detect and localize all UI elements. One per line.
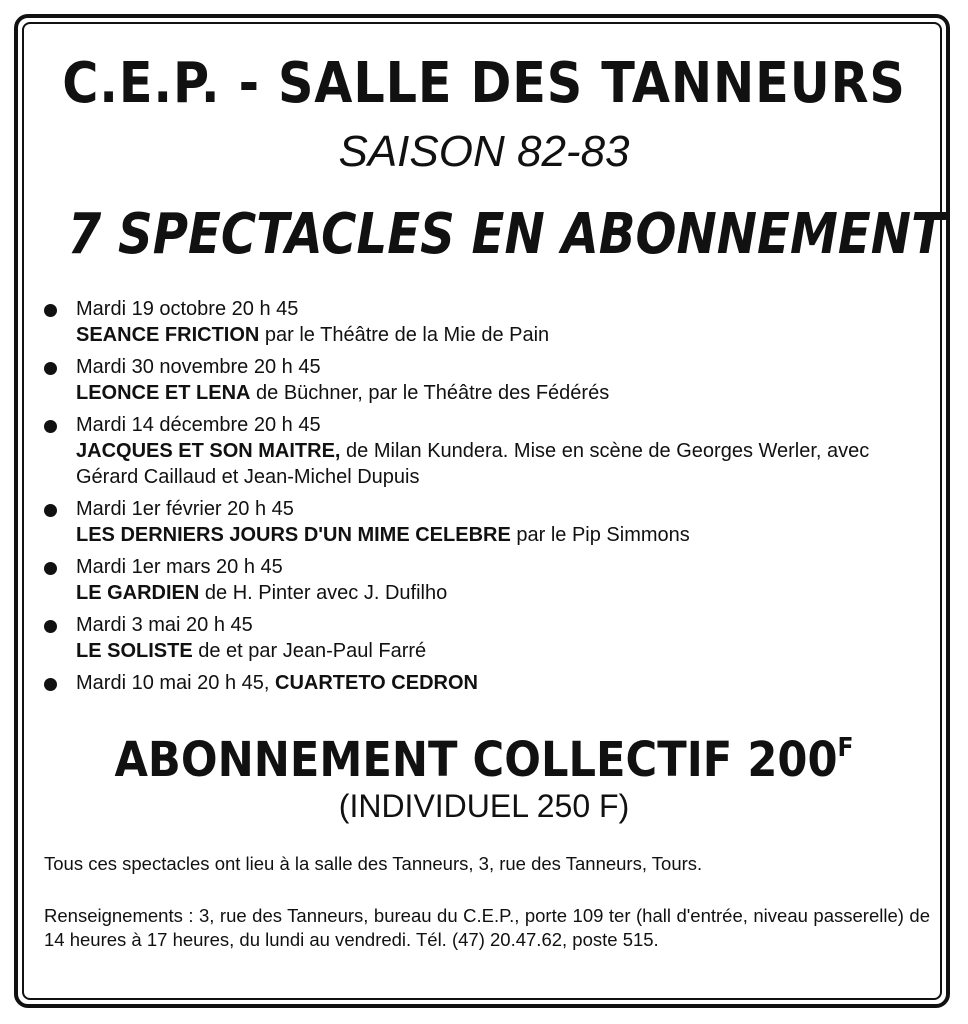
show-title: LE GARDIEN (76, 582, 200, 604)
show-description: de Milan Kundera. Mise en scène de Georges Werler, avec Gérard Caillaud et Jean-Michel Dupuis (76, 440, 870, 488)
show-description: de et par Jean-Paul Farré (192, 640, 427, 662)
event-date: Mardi 14 décembre 20 h 45 (76, 414, 321, 436)
venue-note: Tous ces spectacles ont lieu à la salle des Tanneurs, 3, rue des Tanneurs, Tours. (44, 853, 703, 874)
show-description: par le Théâtre de la Mie de Pain (259, 324, 550, 346)
bullet-icon (44, 678, 57, 691)
bullet-icon (44, 504, 57, 517)
bullet-icon (44, 304, 57, 317)
list-item (44, 670, 930, 696)
show-description: de Büchner, par le Théâtre des Fédérés (250, 382, 610, 404)
list-item (44, 554, 930, 606)
show-title: LES DERNIERS JOURS D'UN MIME CELEBRE (76, 524, 511, 546)
event-date: Mardi 1er février 20 h 45 (76, 498, 294, 520)
show-title: JACQUES ET SON MAITRE, (76, 440, 341, 462)
event-date: Mardi 1er mars 20 h 45 (76, 556, 283, 578)
page-title: C.E.P. - SALLE DES TANNEURS (62, 51, 906, 116)
list-item (44, 612, 930, 664)
currency-unit: F (837, 733, 854, 763)
show-title: LE SOLISTE (76, 640, 193, 662)
info-note: Renseignements : 3, rue des Tanneurs, bureau du C.E.P., porte 109 ter (hall d'entrée, niveau passerelle) de 14 heures à 17 heures, du lundi au vendredi. Tél. (47) 20.47.62, poste 515. (44, 905, 930, 950)
headline: 7 SPECTACLES EN ABONNEMENT (67, 202, 944, 267)
bullet-icon (44, 562, 57, 575)
program-list (44, 296, 930, 702)
show-title: SEANCE FRICTION (76, 324, 260, 346)
show-title: CUARTETO CEDRON (275, 672, 478, 694)
bullet-icon (44, 620, 57, 633)
event-date: Mardi 3 mai 20 h 45 (76, 614, 253, 636)
collective-price (48, 718, 919, 790)
event-date: Mardi 19 octobre 20 h 45 (76, 298, 299, 320)
bullet-icon (44, 362, 57, 375)
list-item (44, 496, 930, 548)
event-date: Mardi 30 novembre 20 h 45 (76, 356, 321, 378)
list-item (44, 412, 930, 490)
list-item (44, 354, 930, 406)
season-label: SAISON 82-83 (338, 127, 630, 176)
bullet-icon (44, 420, 57, 433)
event-date: Mardi 10 mai 20 h 45, (76, 672, 275, 694)
show-description: par le Pip Simmons (510, 524, 690, 546)
list-item (44, 296, 930, 348)
collective-price-label: ABONNEMENT COLLECTIF 200 (114, 732, 838, 788)
show-title: LEONCE ET LENA (76, 382, 251, 404)
individual-price: (INDIVIDUEL 250 F) (338, 788, 630, 824)
show-description: de H. Pinter avec J. Dufilho (199, 582, 448, 604)
